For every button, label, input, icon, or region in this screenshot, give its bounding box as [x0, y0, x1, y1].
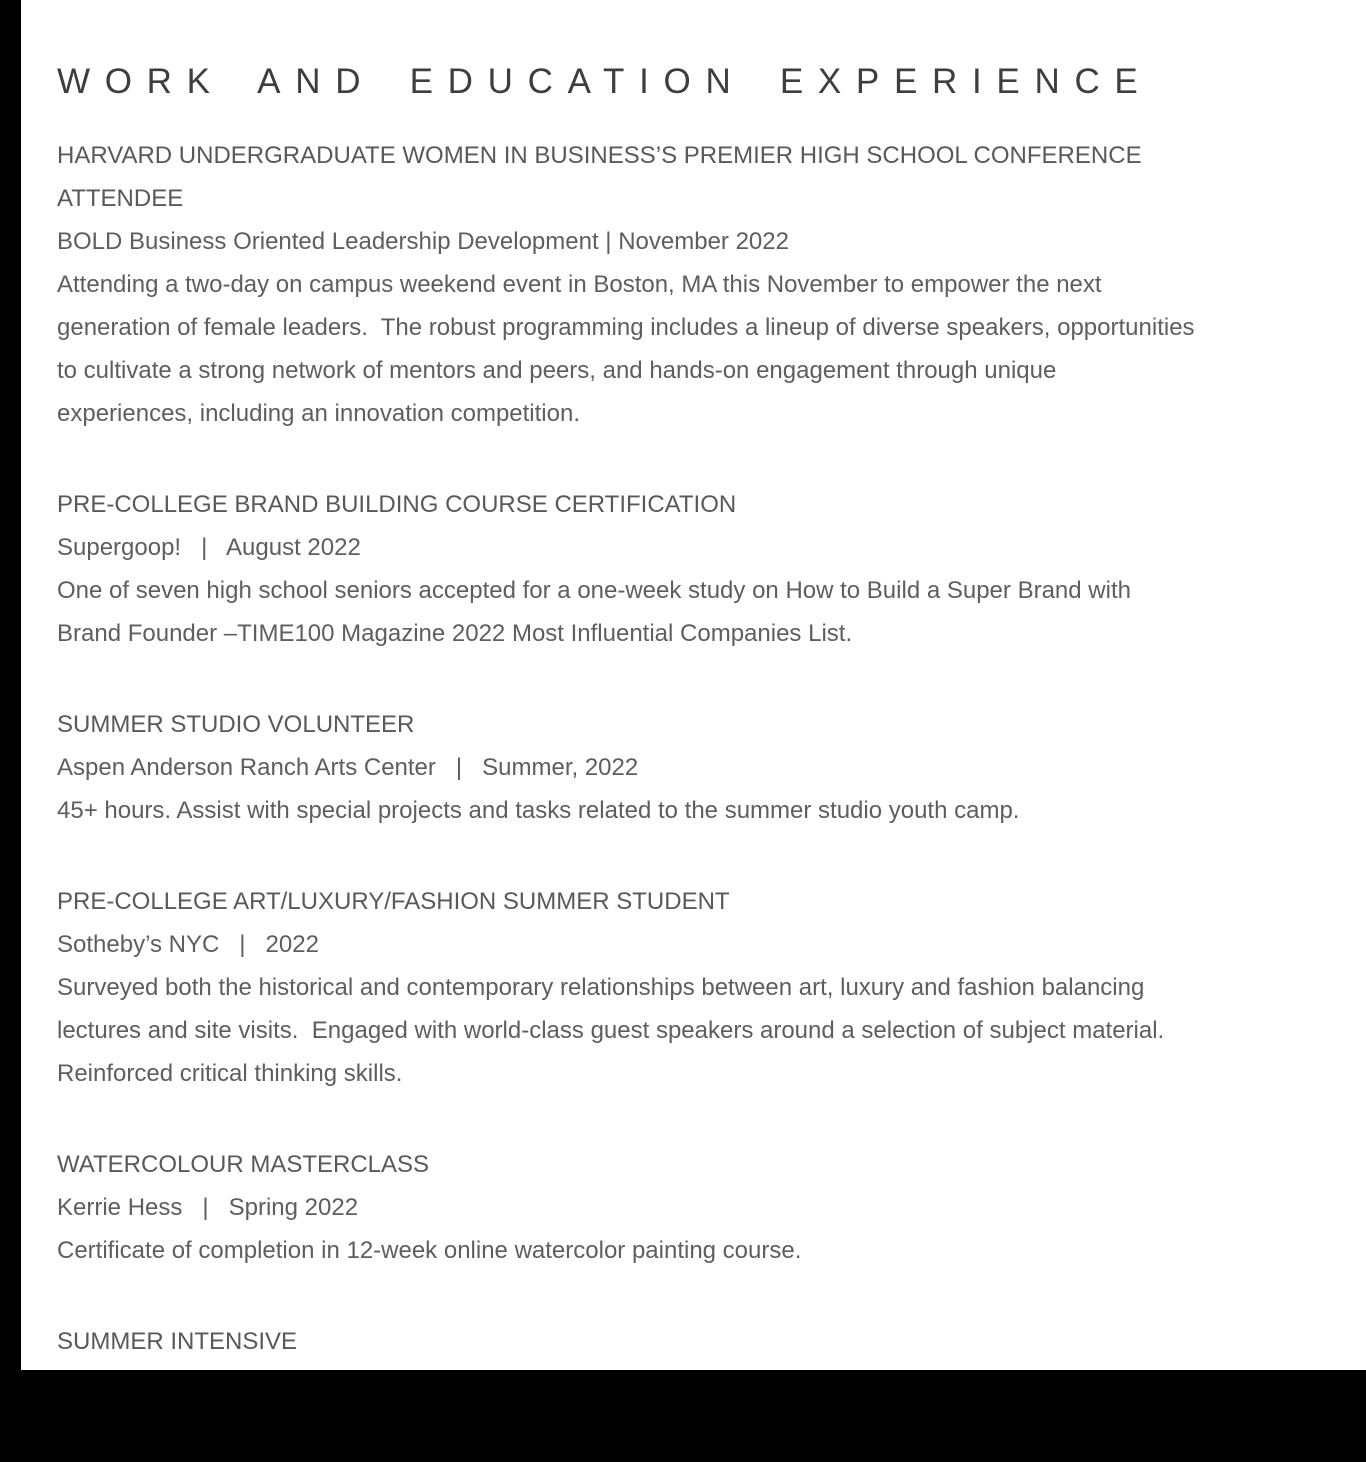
entry-title: PRE-COLLEGE ART/LUXURY/FASHION SUMMER STUDENT — [57, 888, 730, 915]
entry-title: HARVARD UNDERGRADUATE WOMEN IN BUSINESS’S PREMIER HIGH SCHOOL CONFERENCE ATTENDEE — [57, 142, 1147, 212]
entry-meta: Supergoop! | August 2022 — [57, 534, 361, 561]
experience-entry — [57, 880, 1197, 1095]
experience-entry — [57, 703, 1197, 832]
bottom-border-bar — [0, 1370, 1366, 1462]
entry-description: Certificate of completion in 12-week online watercolor painting course. — [57, 1237, 802, 1264]
entry-title: SUMMER STUDIO VOLUNTEER — [57, 711, 415, 738]
entry-description: Surveyed both the historical and contemporary relationships between art, luxury and fashion balancing lectures and site visits. Engaged with world-class guest speakers around a selection of subject material. Reinforced critical thinking skills. — [57, 974, 1178, 1087]
section-heading: WORK AND EDUCATION EXPERIENCE — [57, 62, 1153, 101]
left-border-bar — [0, 0, 21, 1462]
entry-meta: Sotheby’s NYC | 2022 — [57, 931, 319, 958]
entry-meta: BOLD Business Oriented Leadership Development | November 2022 — [57, 228, 789, 255]
entry-description: 45+ hours. Assist with special projects and tasks related to the summer studio youth camp. — [57, 797, 1020, 824]
entry-title: PRE-COLLEGE BRAND BUILDING COURSE CERTIFICATION — [57, 491, 737, 518]
experience-entry — [57, 1320, 1197, 1363]
entry-meta: Kerrie Hess | Spring 2022 — [57, 1194, 359, 1221]
entry-description: One of seven high school seniors accepted for a one-week study on How to Build a Super Brand with Brand Founder –TIME100 Magazine 2022 Most Influential Companies List. — [57, 577, 1138, 647]
experience-entry — [57, 483, 1197, 655]
entry-description: Attending a two-day on campus weekend event in Boston, MA this November to empower the next generation of female leaders. The robust programming includes a lineup of diverse speakers, opportunities to cultivate a strong network of mentors and peers, and hands-on engagement through unique experiences, including an innovation competition. — [57, 271, 1202, 427]
experience-entry — [57, 134, 1202, 435]
entry-title: SUMMER INTENSIVE — [57, 1328, 298, 1355]
resume-page — [57, 0, 1202, 1363]
entry-title: WATERCOLOUR MASTERCLASS — [57, 1151, 430, 1178]
entry-meta: Aspen Anderson Ranch Arts Center | Summer, 2022 — [57, 754, 639, 781]
experience-entry — [57, 1143, 1197, 1272]
